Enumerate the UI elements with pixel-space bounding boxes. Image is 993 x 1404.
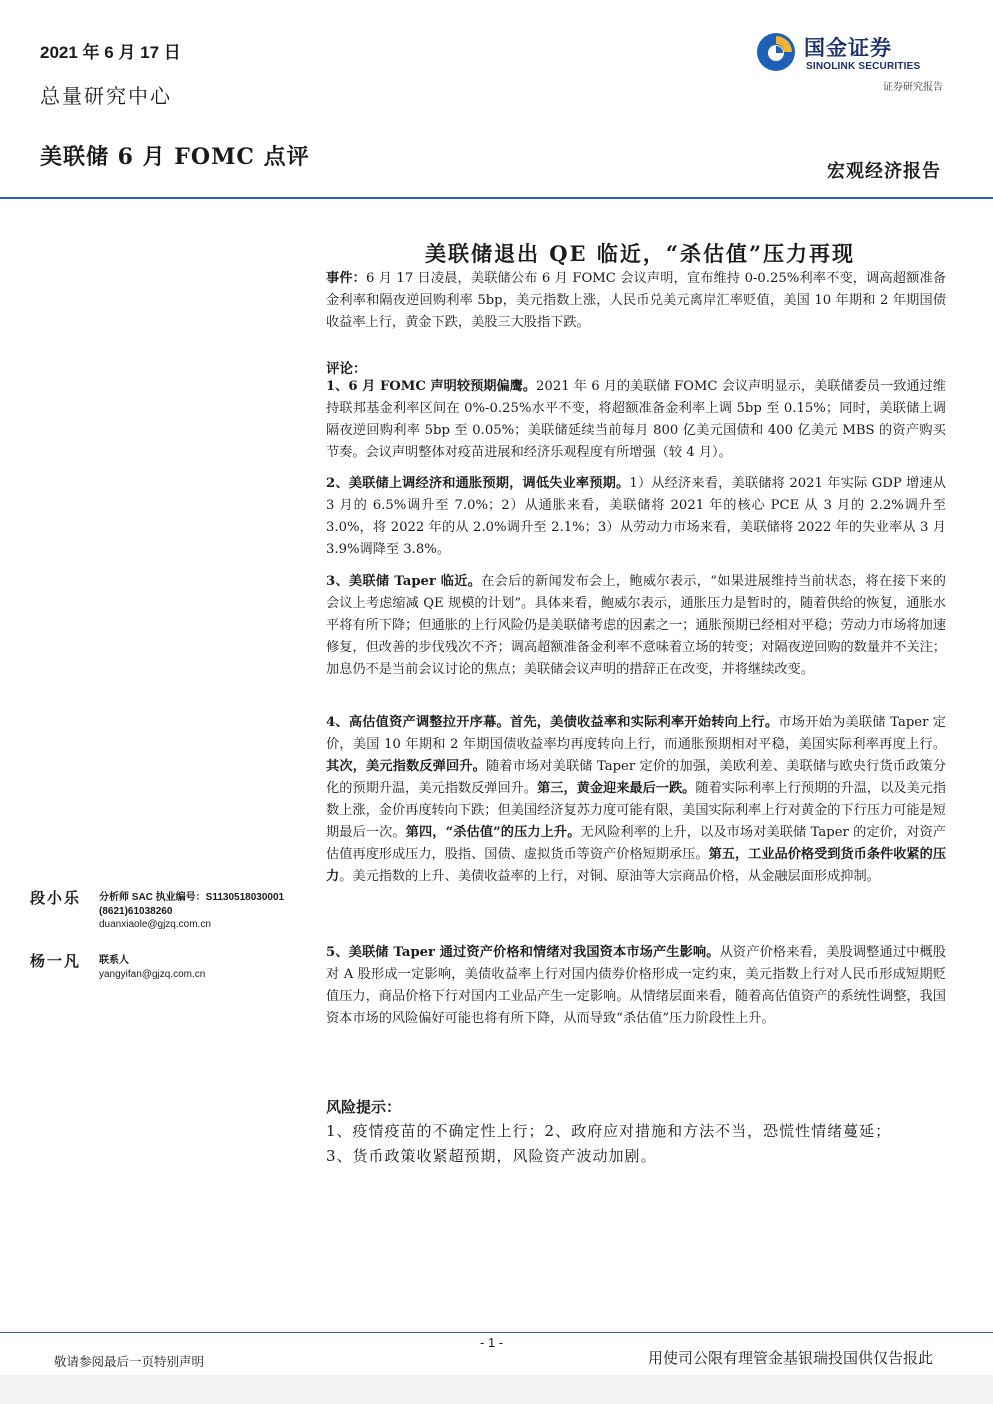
footer-watermark-text: 用使司公限有理管金基银瑞投国供仅告报此 bbox=[647, 1349, 933, 1367]
paragraph-5-lead: 5、美联储 Taper 通过资产价格和情绪对我国资本市场产生影响。 bbox=[326, 945, 720, 960]
paragraph-3-text: 在会后的新闻发布会上，鲍威尔表示，“如果进展维持当前状态，将在接下来的会议上考虑缩减 QE 规模的计划”。具体来看，鲍威尔表示，通胀压力是暂时的，随着供给的恢复，通胀水平将有所下降；但通胀的上行风险仍是美联储考虑的因素之一；通胀预期已经相对平稳；劳动力市场将加速修复，但改善的步伐残次不齐；调高超额准备金利率不意味着立场的转变；对隔夜逆回购的数量并不关注；加息仍不是当前会议讨论的焦点；美联储会议声明的措辞正在改变，并将继续改变。 bbox=[326, 574, 946, 677]
paragraph-4-text-4: 无风险利率的上升，以及市场对美联储 Taper 的定价，对资产估值再度形成压力，股指、国债、虚拟货币等资产价格短期承压。 bbox=[326, 825, 946, 862]
paragraph-4-text-1: 市场开始为美联储 Taper 定价，美国 10 年期和 2 年期国债收益率均再度转向上行，而通胀预期相对平稳，美国实际利率再度上行。 bbox=[326, 715, 946, 752]
paragraph-4-bold-4: 第四，“杀估值”的压力上升。 bbox=[405, 825, 581, 840]
risk-title: 风险提示： bbox=[326, 1098, 402, 1116]
paragraph-2-lead: 2、美联储上调经济和通胀预期，调低失业率预期。 bbox=[326, 476, 630, 491]
disclaimer-note: 敬请参阅最后一页特别声明 bbox=[54, 1354, 205, 1369]
paragraph-5 bbox=[326, 942, 946, 1030]
risk-line-1: 1、疫情疫苗的不确定性上行；2、政府应对措施和方法不当，恐慌性情绪蔓延； bbox=[326, 1122, 892, 1140]
footer-divider bbox=[0, 1332, 993, 1333]
paragraph-1 bbox=[326, 376, 946, 464]
page-number: - 1 - bbox=[480, 1335, 504, 1350]
paragraph-3-lead: 3、美联储 Taper 临近。 bbox=[326, 574, 482, 589]
contact-name: 杨一凡 bbox=[30, 952, 82, 970]
paragraph-4-bold-5: 第五，工业品价格受到货币条件收紧的压力 bbox=[326, 847, 947, 884]
paragraph-4-lead: 4、高估值资产调整拉开序幕。首先，美债收益率和实际利率开始转向上行。 bbox=[326, 715, 779, 730]
headline: 美联储退出 QE 临近，“杀估值”压力再现 bbox=[424, 241, 856, 266]
paragraph-1-lead: 1、6 月 FOMC 声明较预期偏鹰。 bbox=[326, 379, 537, 394]
event-paragraph bbox=[326, 268, 946, 334]
contact-info bbox=[99, 954, 319, 981]
report-date: 2021 年 6 月 17 日 bbox=[40, 43, 181, 62]
document-title: 美联储 6 月 FOMC 点评 bbox=[40, 144, 310, 170]
analyst-sac-number: 分析师 SAC 执业编号：S1130518030001 bbox=[99, 892, 285, 903]
event-label: 事件： bbox=[326, 271, 367, 286]
paragraph-4-bold-3: 第三，黄金迎来最后一跌。 bbox=[537, 781, 696, 796]
paragraph-4-text-5: 。美元指数的上升、美债收益率的上行，对铜、原油等大宗商品价格，从金融层面形成抑制。 bbox=[339, 869, 880, 884]
paragraph-4 bbox=[326, 712, 946, 888]
paragraph-5-text: 从资产价格来看，美股调整通过中概股对 A 股形成一定影响，美债收益率上行对国内债券价格形成一定约束，美元指数上行对人民币形成短期贬值压力，商品价格下行对国内工业品产生一定影响。从情绪层面来看，随着高估值资产的系统性调整，我国资本市场的风险偏好可能也将有所下降，从而导致“杀估值”压力阶段性上升。 bbox=[326, 945, 947, 1026]
paragraph-4-text-3: 随着实际利率上行预期的升温，以及美元指数上涨，金价再度转向下跌；但美国经济复苏力度可能有限，美国实际利率上行对黄金的下行压力可能是短期最后一次。 bbox=[326, 781, 947, 840]
paragraph-4-text-2: 随着市场对美联储 Taper 定价的加强，美欧利差、美联储与欧央行货币政策分化的预期升温，美元指数反弹回升。 bbox=[326, 759, 946, 796]
logo-english-name: SINOLINK SECURITIES bbox=[806, 61, 921, 72]
report-subtitle: 证券研究报告 bbox=[883, 82, 943, 93]
comment-label: 评论： bbox=[326, 361, 367, 377]
logo-chinese-name: 国金证券 bbox=[804, 36, 892, 60]
contact-card bbox=[30, 950, 206, 980]
paragraph-3 bbox=[326, 571, 946, 681]
faint-watermark-band bbox=[0, 1375, 993, 1404]
analyst-phone: (8621)61038260 bbox=[99, 905, 173, 917]
paragraph-1-text: 2021 年 6 月的美联储 FOMC 会议声明显示，美联储委员一致通过维持联邦基金利率区间在 0%-0.25%水平不变，将超额准备金利率上调 5bp 至 0.15%；同时，美联储上调隔夜逆回购利率 5bp 至 0.05%；美联储延续当前每月 800 亿美元国债和 400 亿美元 MBS 的资产购买节奏。会议声明整体对疫苗进展和经济乐观程度有所增强（较 4 月）。 bbox=[326, 379, 946, 460]
paragraph-2-text: 1）从经济来看，美联储将 2021 年实际 GDP 增速从 3 月的 6.5%调升至 7.0%；2）从通胀来看，美联储将 2021 年的核心 PCE 从 3 月的 2.2%调升至 3.0%，将 2022 年的从 2.0%调升至 2.1%；3）从劳动力市场来看，美联储将 2022 年的失业率从 3 月 3.9%调降至 3.8%。 bbox=[326, 476, 946, 557]
risk-line-2: 3、货币政策收紧超预期，风险资产波动加剧。 bbox=[326, 1147, 657, 1165]
analyst-info bbox=[99, 891, 319, 932]
paragraph-4-bold-2: 其次，美元指数反弹回升。 bbox=[326, 759, 486, 774]
analyst-email[interactable]: duanxiaole@gjzq.com.cn bbox=[99, 919, 211, 930]
event-text: 6 月 17 日凌晨，美联储公布 6 月 FOMC 会议声明，宣布维持 0-0.25%利率不变，调高超额准备金利率和隔夜逆回购利率 5bp，美元指数上涨，人民币兑美元离岸汇率贬值，美国 10 年期和 2 年期国债收益率上行，黄金下跌，美股三大股指下跌。 bbox=[326, 271, 947, 330]
paragraph-2 bbox=[326, 473, 946, 561]
analyst-card bbox=[30, 887, 285, 930]
company-logo bbox=[756, 30, 951, 76]
analyst-name: 段小乐 bbox=[30, 889, 82, 907]
report-type: 宏观经济报告 bbox=[827, 161, 941, 182]
contact-role: 联系人 bbox=[99, 955, 129, 966]
sinolink-logo-icon bbox=[756, 32, 796, 72]
contact-email[interactable]: yangyifan@gjzq.com.cn bbox=[99, 968, 206, 980]
header-divider bbox=[0, 197, 993, 199]
department-name: 总量研究中心 bbox=[40, 84, 172, 108]
